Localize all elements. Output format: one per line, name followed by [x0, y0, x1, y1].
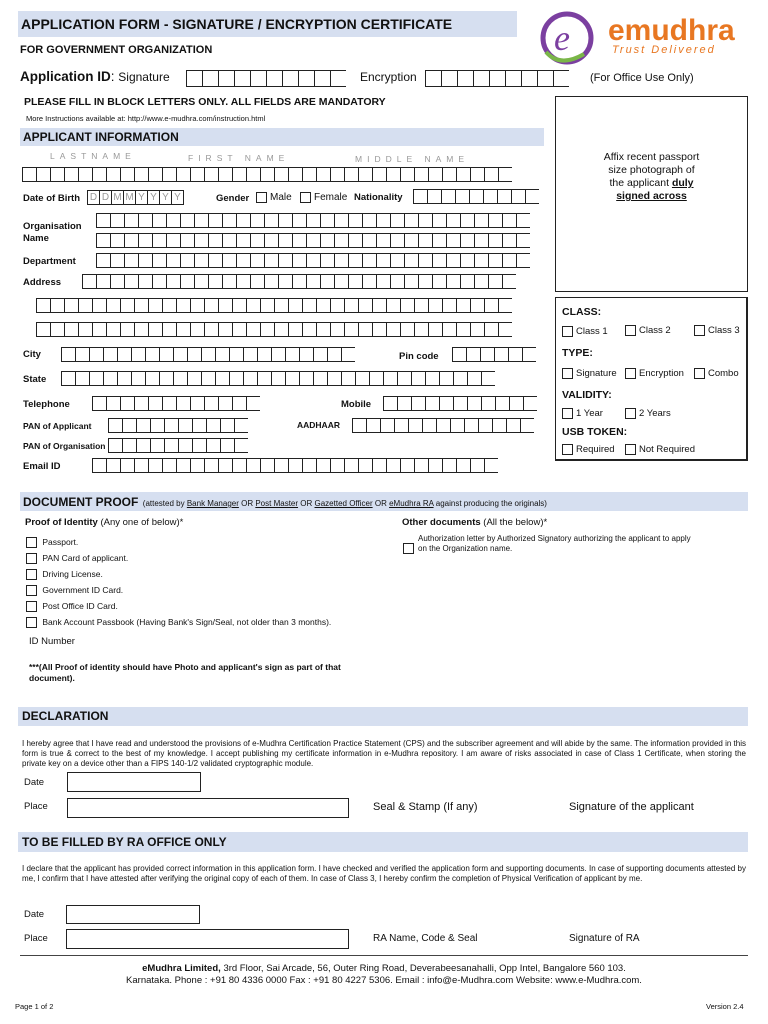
logo-tagline: Trust Delivered	[612, 44, 716, 56]
applicant-signature-label: Signature of the applicant	[569, 801, 694, 813]
form-subtitle: FOR GOVERNMENT ORGANIZATION	[20, 44, 213, 56]
footer-company: eMudhra Limited,	[142, 963, 221, 974]
id-number-label: ID Number	[29, 636, 75, 647]
declaration-date-input[interactable]	[67, 772, 201, 792]
pan-applicant-label: PAN of Applicant	[23, 421, 92, 431]
photo-box	[555, 96, 748, 292]
class-2-label: Class 2	[639, 325, 671, 337]
app-id-label: Application ID	[20, 69, 111, 84]
female-label: Female	[314, 192, 348, 204]
dob-label: Date of Birth	[23, 193, 80, 204]
telephone-label: Telephone	[23, 399, 70, 410]
declaration-place-input[interactable]	[67, 798, 349, 818]
logo-letter: e	[554, 18, 570, 58]
identity-footnote-1: ***(All Proof of identity should have Photo and applicant's sign as part of that	[29, 662, 341, 672]
mobile-label: Mobile	[341, 399, 372, 410]
city-boxes[interactable]	[61, 347, 355, 362]
ra-office-text: I declare that the applicant has provided correct information in this application form. I have checked and verified the application form and supporting documents. In case of supporting documents attested by me, I confirm that I have attested after verifying the original copy of each of them. In case of Class 3, I hereby confirm the completion of Physical Verification of applicant by me.	[22, 864, 746, 883]
ra-signature-label: Signature of RA	[569, 933, 640, 944]
identity-bank-checkbox[interactable]	[26, 617, 37, 628]
department-label: Department	[23, 256, 76, 267]
male-label: Male	[270, 192, 292, 204]
attested-post-master: Post Master	[255, 499, 299, 508]
ra-office-header	[18, 832, 748, 852]
applicant-section-header	[20, 128, 544, 146]
token-required-label: Required	[576, 444, 615, 456]
dob-box[interactable]: D	[87, 190, 100, 205]
declaration-header	[18, 707, 748, 726]
nationality-boxes[interactable]	[413, 189, 539, 204]
pan-org-label: PAN of Organisation	[23, 441, 106, 451]
pincode-label: Pin code	[399, 351, 439, 362]
org-name-label-2: Name	[23, 233, 49, 244]
page-number: Page 1 of 2	[15, 1002, 54, 1011]
ra-name-label: RA Name, Code & Seal	[373, 933, 478, 944]
telephone-boxes[interactable]	[92, 396, 260, 411]
type-label: TYPE:	[562, 347, 593, 359]
authorization-letter-checkbox[interactable]	[403, 543, 414, 554]
email-label: Email ID	[23, 461, 61, 472]
validity-1-year-checkbox[interactable]	[562, 408, 573, 419]
type-encryption-checkbox[interactable]	[625, 368, 636, 379]
attested-or-3: OR	[374, 499, 387, 508]
photo-line-2: size photograph of	[608, 164, 695, 176]
pincode-boxes[interactable]	[452, 347, 536, 362]
mobile-boxes[interactable]	[383, 396, 537, 411]
identity-title: Proof of Identity	[25, 517, 98, 528]
signature-id-label: Signature	[118, 70, 170, 84]
attested-suffix: against producing the originals)	[435, 499, 547, 508]
identity-passport-checkbox[interactable]	[26, 537, 37, 548]
document-proof-title: DOCUMENT PROOF	[23, 495, 139, 509]
office-use-note: (For Office Use Only)	[590, 72, 694, 84]
form-title-band	[18, 11, 517, 37]
photo-duly: duly	[671, 177, 694, 189]
certificate-options-box	[555, 297, 748, 461]
class-3-checkbox[interactable]	[694, 325, 705, 336]
identity-item: PAN Card of applicant.	[26, 550, 331, 566]
type-signature-label: Signature	[576, 368, 617, 380]
email-boxes[interactable]	[92, 458, 498, 473]
dob-box[interactable]: Y	[171, 190, 184, 205]
dob-box[interactable]: Y	[135, 190, 148, 205]
org-name-label-1: Organisation	[23, 221, 82, 232]
ra-date-input[interactable]	[66, 905, 200, 924]
declaration-place-label: Place	[24, 801, 48, 812]
emudhra-logo	[540, 8, 760, 66]
identity-note: (Any one of below)*	[100, 517, 184, 528]
identity-driving-checkbox[interactable]	[26, 569, 37, 580]
validity-label: VALIDITY:	[562, 389, 612, 401]
state-boxes[interactable]	[61, 371, 495, 386]
footer-divider	[20, 955, 748, 956]
identity-govt-id-checkbox[interactable]	[26, 585, 37, 596]
identity-list	[26, 534, 331, 630]
name-input-boxes[interactable]	[22, 167, 512, 182]
token-required-checkbox[interactable]	[562, 444, 573, 455]
encryption-id-label: Encryption	[360, 70, 417, 84]
identity-item: Bank Account Passbook (Having Bank's Sign/Seal, not older than 3 months).	[26, 614, 331, 630]
other-item-2: on the Organization name.	[418, 544, 513, 553]
attested-ra: eMudhra RA	[389, 499, 434, 508]
gender-label: Gender	[216, 193, 250, 204]
ra-place-input[interactable]	[66, 929, 349, 949]
hint-lastname: LASTNAME	[50, 151, 136, 161]
class-3-label: Class 3	[708, 325, 740, 337]
validity-2-years-checkbox[interactable]	[625, 408, 636, 419]
applicant-section-title: APPLICANT INFORMATION	[23, 130, 179, 144]
pan-org-boxes[interactable]	[108, 438, 248, 453]
footer-address-2: Karnataka. Phone : +91 80 4336 0000 Fax : +91 80 4227 5306. Email : info@e-Mudhra.com Website: www.e-Mudhra.com.	[126, 975, 642, 986]
dob-box[interactable]: M	[111, 190, 124, 205]
org-name-boxes-1[interactable]	[96, 213, 530, 228]
identity-pan-checkbox[interactable]	[26, 553, 37, 564]
pan-applicant-boxes[interactable]	[108, 418, 248, 433]
attested-or-1: OR	[241, 499, 254, 508]
other-docs-note: (All the below)*	[483, 517, 548, 528]
org-name-boxes-2[interactable]	[96, 233, 530, 248]
class-1-checkbox[interactable]	[562, 326, 573, 337]
other-item-1: Authorization letter by Authorized Signatory authorizing the applicant to apply	[418, 534, 691, 543]
document-proof-header	[20, 492, 748, 511]
ra-date-label: Date	[24, 909, 45, 920]
version-label: Version 2.4	[706, 1002, 744, 1011]
attested-prefix: (attested by	[142, 499, 185, 508]
app-id-sep: :	[110, 69, 115, 84]
class-1-label: Class 1	[576, 326, 608, 338]
female-checkbox[interactable]	[300, 192, 311, 203]
aadhaar-boxes[interactable]	[352, 418, 534, 433]
attested-bank-manager: Bank Manager	[186, 499, 239, 508]
photo-line-1: Affix recent passport	[603, 151, 700, 163]
declaration-date-label: Date	[24, 777, 45, 788]
class-label: CLASS:	[562, 306, 602, 318]
identity-post-office-checkbox[interactable]	[26, 601, 37, 612]
declaration-title: DECLARATION	[22, 709, 109, 723]
identity-item: Driving License.	[26, 566, 331, 582]
address-label: Address	[23, 277, 62, 288]
type-encryption-label: Encryption	[639, 368, 684, 380]
aadhaar-label: AADHAAR	[297, 420, 340, 430]
other-docs-title: Other documents	[402, 517, 481, 528]
type-combo-checkbox[interactable]	[694, 368, 705, 379]
form-title: APPLICATION FORM - SIGNATURE / ENCRYPTION CERTIFICATE	[21, 16, 453, 32]
hint-firstname: FIRST NAME	[188, 153, 290, 163]
validity-1-year-label: 1 Year	[576, 408, 603, 420]
photo-line-3: the applicant	[609, 177, 670, 189]
address-boxes-2[interactable]	[36, 298, 512, 313]
identity-item: Passport.	[26, 534, 331, 550]
hint-middlename: MIDDLE NAME	[355, 154, 470, 164]
declaration-text: I hereby agree that I have read and understood the provisions of e-Mudhra Certification Practice Statement (CPS) and the subscriber agreement and will abide by the same. The information provided in this form is true & correct to the best of my knowledge. I accept publishing my certificate information in e-Mudhra repository. I am aware of risks associated in case of Class 1 Certificate, when storing the private key on a device other than a FIPS 140-1/2 validated cryptographic module.	[22, 739, 746, 768]
encryption-id-boxes[interactable]	[425, 70, 569, 87]
ra-place-label: Place	[24, 933, 48, 944]
identity-item: Post Office ID Card.	[26, 598, 331, 614]
type-signature-checkbox[interactable]	[562, 368, 573, 379]
seal-stamp-label: Seal & Stamp (If any)	[373, 801, 478, 813]
validity-2-years-label: 2 Years	[639, 408, 671, 420]
footer-address-1: 3rd Floor, Sai Arcade, 56, Outer Ring Road, Deverabeesanahalli, Opp Intel, Bangalore 560 103.	[223, 963, 626, 974]
signature-id-boxes[interactable]	[186, 70, 346, 87]
dob-boxes[interactable]	[87, 190, 183, 205]
nationality-label: Nationality	[354, 192, 403, 203]
department-boxes[interactable]	[96, 253, 530, 268]
dob-box[interactable]: D	[99, 190, 112, 205]
attested-gazetted: Gazetted Officer	[314, 499, 373, 508]
usb-token-label: USB TOKEN:	[562, 426, 628, 438]
attested-or-2: OR	[300, 499, 313, 508]
instructions-link[interactable]: More Instructions available at: http://www.e-mudhra.com/instruction.html	[26, 114, 266, 123]
address-boxes-3[interactable]	[36, 322, 512, 337]
photo-signed-across: signed across	[616, 190, 687, 202]
footer-address	[20, 963, 748, 987]
dob-box[interactable]: M	[123, 190, 136, 205]
type-combo-label: Combo	[708, 368, 739, 380]
state-label: State	[23, 374, 47, 385]
city-label: City	[23, 349, 41, 360]
class-2-checkbox[interactable]	[625, 325, 636, 336]
address-boxes-1[interactable]	[82, 274, 516, 289]
ra-office-title: TO BE FILLED BY RA OFFICE ONLY	[22, 835, 227, 849]
identity-footnote-2: document).	[29, 673, 75, 683]
block-letters-note: PLEASE FILL IN BLOCK LETTERS ONLY. ALL FIELDS ARE MANDATORY	[24, 96, 386, 108]
token-not-required-checkbox[interactable]	[625, 444, 636, 455]
token-not-required-label: Not Required	[639, 444, 695, 456]
male-checkbox[interactable]	[256, 192, 267, 203]
dob-box[interactable]: Y	[147, 190, 160, 205]
dob-box[interactable]: Y	[159, 190, 172, 205]
logo-name: emudhra	[608, 14, 735, 47]
identity-item: Government ID Card.	[26, 582, 331, 598]
